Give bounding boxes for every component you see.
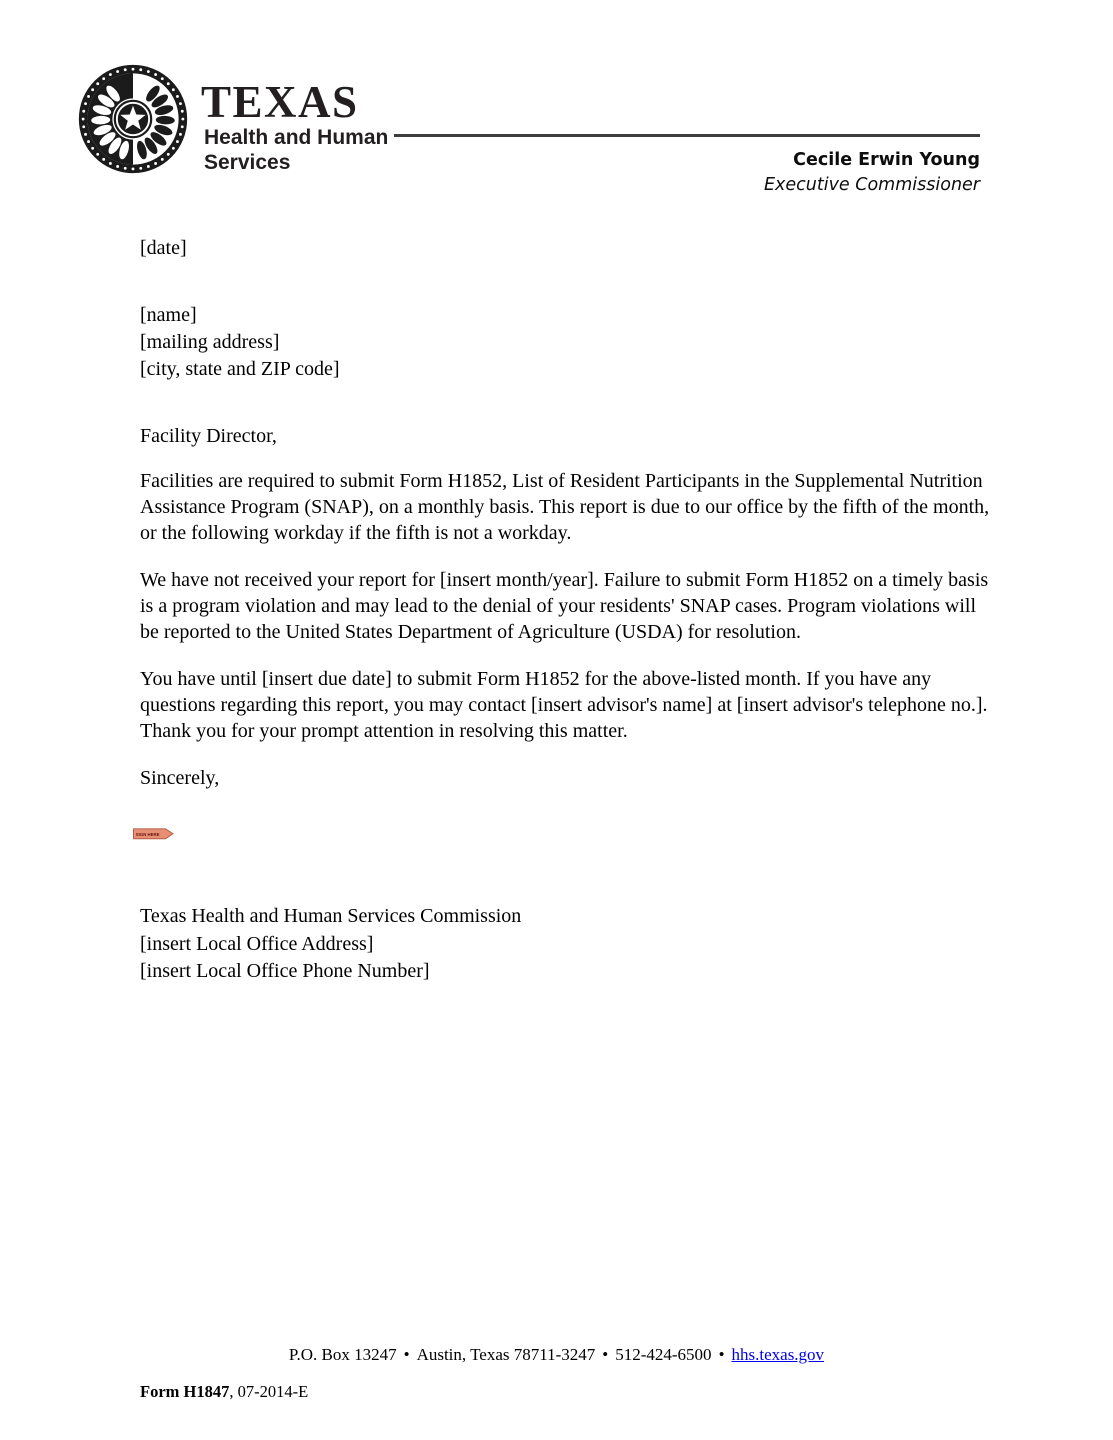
footer-city: Austin, Texas 78711-3247 [416,1345,596,1364]
form-number-line [140,1382,308,1402]
recipient-name-line: [name] [140,304,197,326]
svg-text:SIGN HERE: SIGN HERE [135,832,160,838]
letter-body [140,423,992,791]
paragraph-3: You have until [insert due date] to submit Form H1852 for the above-listed month. If you have any questions regarding this report, you may contact [insert advisor's name] at [insert advisor's telephone no.]. Thank you for your prompt attention in resolving this matter. [140,668,988,742]
agency-wordmark: TEXAS [201,77,359,127]
commissioner-title: Executive Commissioner [763,175,980,195]
footer-separator: • [718,1345,725,1364]
recipient-address-block [140,302,340,383]
signature-phone-line: [insert Local Office Phone Number] [140,960,430,982]
form-number: Form H1847 [140,1382,230,1401]
commissioner-name: Cecile Erwin Young [793,150,980,170]
sign-here-flag-icon [133,827,174,839]
agency-dept-line2: Services [204,151,291,174]
signature-block [140,903,521,986]
agency-dept-line1: Health and Human [204,126,389,149]
footer-contact-line [0,1345,1113,1365]
footer-phone: 512-424-6500 [615,1345,712,1364]
closing: Sincerely, [140,767,220,789]
recipient-mailing-line: [mailing address] [140,331,280,353]
recipient-city-line: [city, state and ZIP code] [140,358,340,380]
form-edition: , 07-2014-E [229,1382,309,1401]
texas-hhs-seal-icon [76,62,190,176]
header-divider [394,134,980,137]
date-placeholder: [date] [140,237,187,259]
paragraph-1: Facilities are required to submit Form H1852, List of Resident Participants in the Supplemental Nutrition Assistance Program (SNAP), on a monthly basis. This report is due to our office by the fifth of the month, or the following workday if the fifth is not a workday. [140,470,990,544]
salutation: Facility Director, [140,425,277,447]
footer-po-box: P.O. Box 13247 [288,1345,397,1364]
commissioner-block [764,150,980,196]
hhs-website-link[interactable]: hhs.texas.gov [731,1345,825,1364]
paragraph-2: We have not received your report for [insert month/year]. Failure to submit Form H1852 on a timely basis is a program violation and may lead to the denial of your residents' SNAP cases. Program violations will be reported to the United States Department of Agriculture (USDA) for resolution. [140,569,989,643]
signature-address-line: [insert Local Office Address] [140,932,374,955]
agency-department [204,125,388,175]
footer-separator: • [403,1345,410,1364]
footer-separator: • [602,1345,609,1364]
signature-org-line: Texas Health and Human Services Commission [140,905,522,927]
